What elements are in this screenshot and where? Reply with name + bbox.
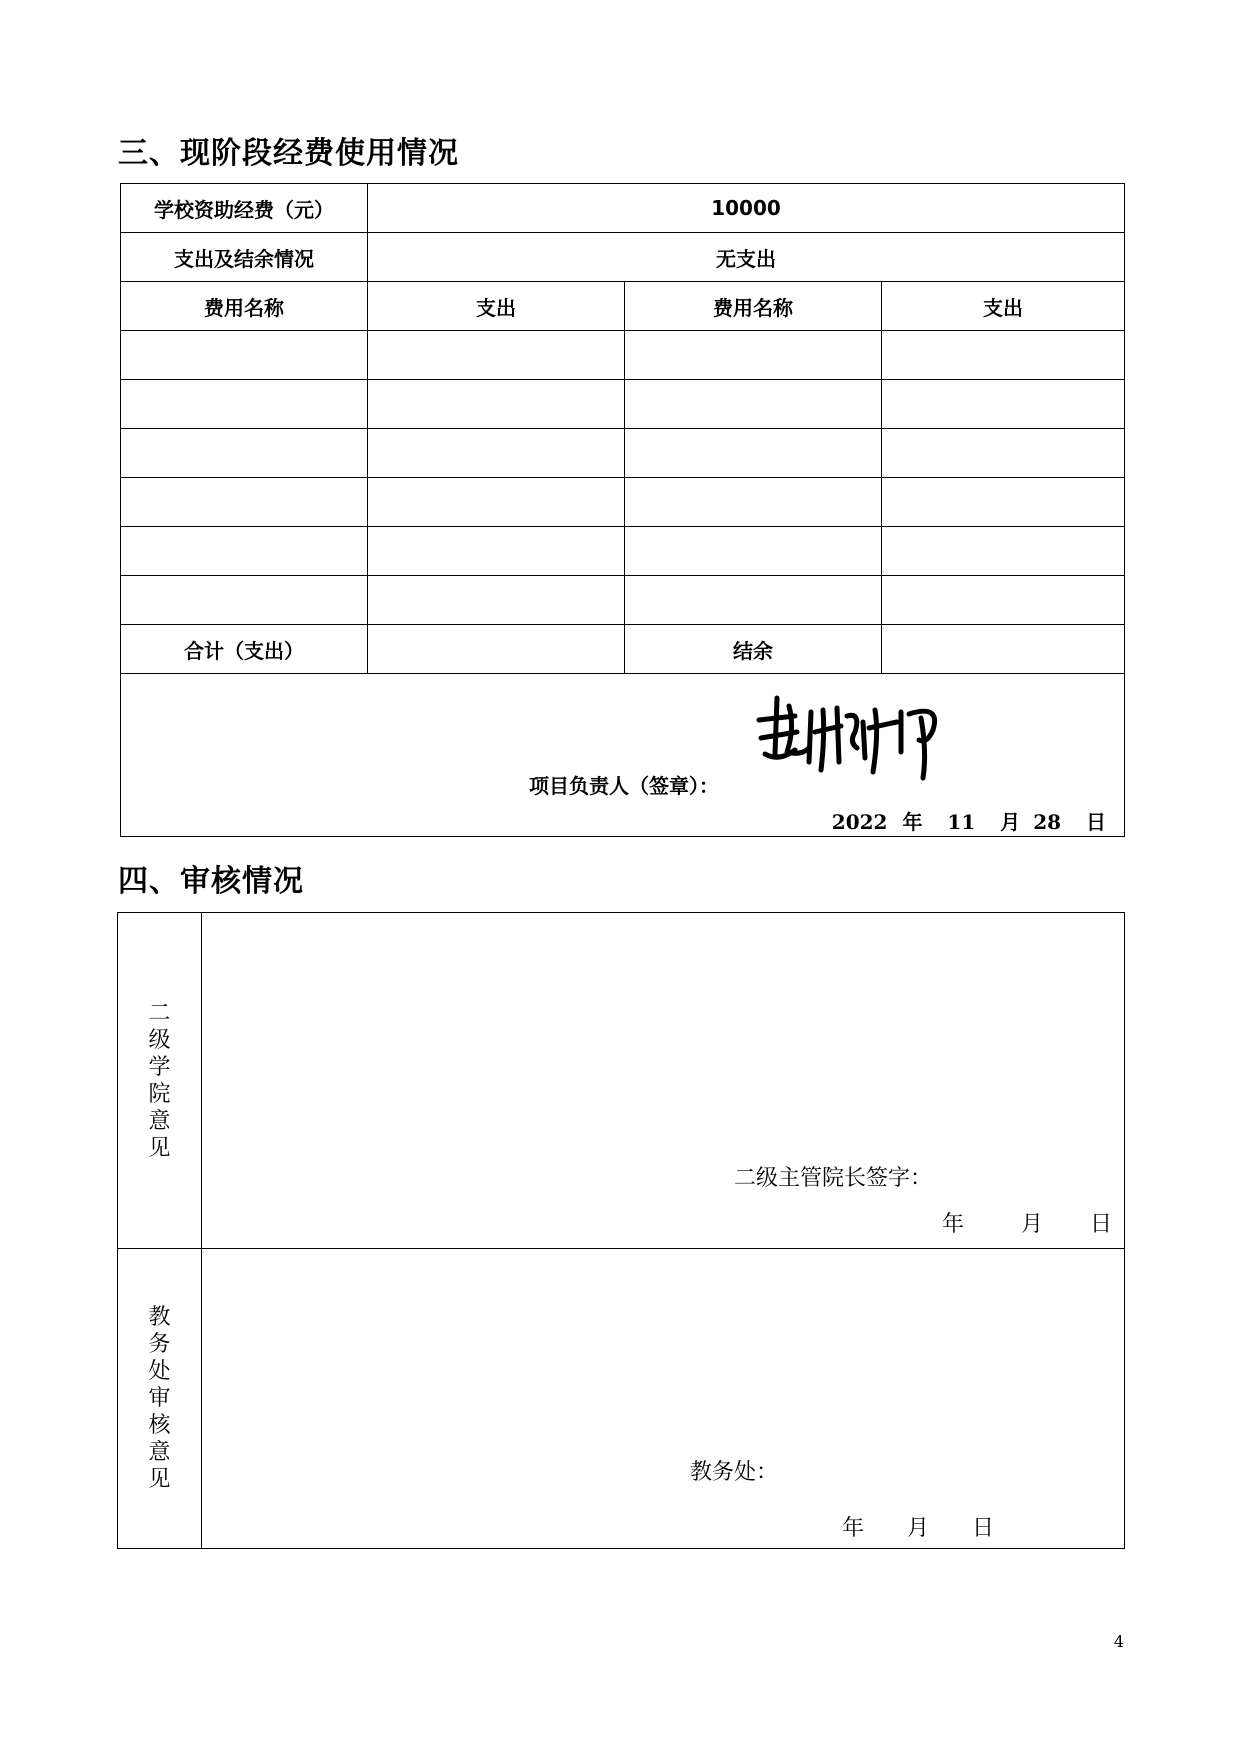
total-label: 合计（支出）	[121, 625, 368, 674]
table-cell	[882, 331, 1125, 380]
table-cell	[882, 380, 1125, 429]
college-month-unit: 月	[1020, 1212, 1043, 1237]
section3-title: 三、现阶段经费使用情况	[118, 136, 459, 171]
header-expense-amount: 支出	[368, 282, 625, 331]
table-cell	[882, 527, 1125, 576]
academic-review-row	[118, 1249, 1125, 1549]
signature-cell	[121, 674, 1125, 837]
table-cell	[368, 527, 625, 576]
spending-value: 无支出	[368, 233, 1125, 282]
college-opinion-label-cell	[118, 913, 202, 1249]
balance-label: 结余	[625, 625, 882, 674]
table-cell	[882, 478, 1125, 527]
header-expense-name: 费用名称	[625, 282, 882, 331]
table-cell	[625, 478, 882, 527]
table-cell	[368, 380, 625, 429]
date-year: 2022	[831, 810, 888, 834]
balance-value	[882, 625, 1125, 674]
table-cell	[368, 478, 625, 527]
table-row	[121, 478, 1125, 527]
academic-sign-label: 教务处：	[690, 1460, 779, 1485]
table-cell	[625, 527, 882, 576]
header-expense-name: 费用名称	[121, 282, 368, 331]
academic-opinion-label-cell	[118, 1249, 202, 1549]
table-cell	[121, 527, 368, 576]
total-row	[121, 625, 1125, 674]
table-row	[121, 380, 1125, 429]
funding-value: 10000	[368, 184, 1125, 233]
table-cell	[625, 331, 882, 380]
funding-row	[121, 184, 1125, 233]
signature-date	[832, 806, 1106, 835]
table-cell	[121, 576, 368, 625]
date-day: 28	[1033, 810, 1062, 834]
date-month: 11	[947, 810, 976, 834]
total-value	[368, 625, 625, 674]
table-cell	[625, 429, 882, 478]
table-cell	[625, 380, 882, 429]
table-cell	[882, 576, 1125, 625]
date-month-unit: 月	[1000, 810, 1021, 834]
date-year-unit: 年	[902, 810, 923, 834]
academic-opinion-label: 教务处审核意见	[148, 1305, 171, 1492]
funding-table	[120, 183, 1125, 837]
spending-row	[121, 233, 1125, 282]
table-cell	[368, 331, 625, 380]
table-cell	[368, 576, 625, 625]
table-cell	[121, 331, 368, 380]
page-number: 4	[1113, 1632, 1124, 1651]
college-opinion-cell	[202, 913, 1125, 1249]
section4-title: 四、审核情况	[118, 864, 304, 899]
table-cell	[121, 478, 368, 527]
college-opinion-label: 二级学院意见	[148, 1000, 171, 1161]
college-review-row	[118, 913, 1125, 1249]
college-sign-label: 二级主管院长签字：	[734, 1166, 933, 1191]
table-row	[121, 576, 1125, 625]
academic-day-unit: 日	[972, 1516, 995, 1541]
review-table	[117, 912, 1125, 1549]
table-row	[121, 429, 1125, 478]
academic-year-unit: 年	[842, 1516, 865, 1541]
signer-label: 项目负责人（签章）：	[529, 774, 719, 798]
table-cell	[368, 429, 625, 478]
college-day-unit: 日	[1089, 1212, 1112, 1237]
academic-opinion-cell	[202, 1249, 1125, 1549]
academic-month-unit: 月	[907, 1516, 930, 1541]
academic-sign-date	[842, 1511, 994, 1542]
handwritten-signature	[751, 692, 961, 782]
table-cell	[121, 429, 368, 478]
table-cell	[882, 429, 1125, 478]
header-row	[121, 282, 1125, 331]
table-row	[121, 527, 1125, 576]
table-cell	[121, 380, 368, 429]
date-day-unit: 日	[1086, 810, 1106, 834]
table-row	[121, 331, 1125, 380]
college-sign-date	[942, 1207, 1112, 1238]
signature-row	[121, 674, 1125, 837]
table-cell	[625, 576, 882, 625]
college-year-unit: 年	[941, 1212, 964, 1237]
spending-label: 支出及结余情况	[121, 233, 368, 282]
funding-label: 学校资助经费（元）	[121, 184, 368, 233]
header-expense-amount: 支出	[882, 282, 1125, 331]
